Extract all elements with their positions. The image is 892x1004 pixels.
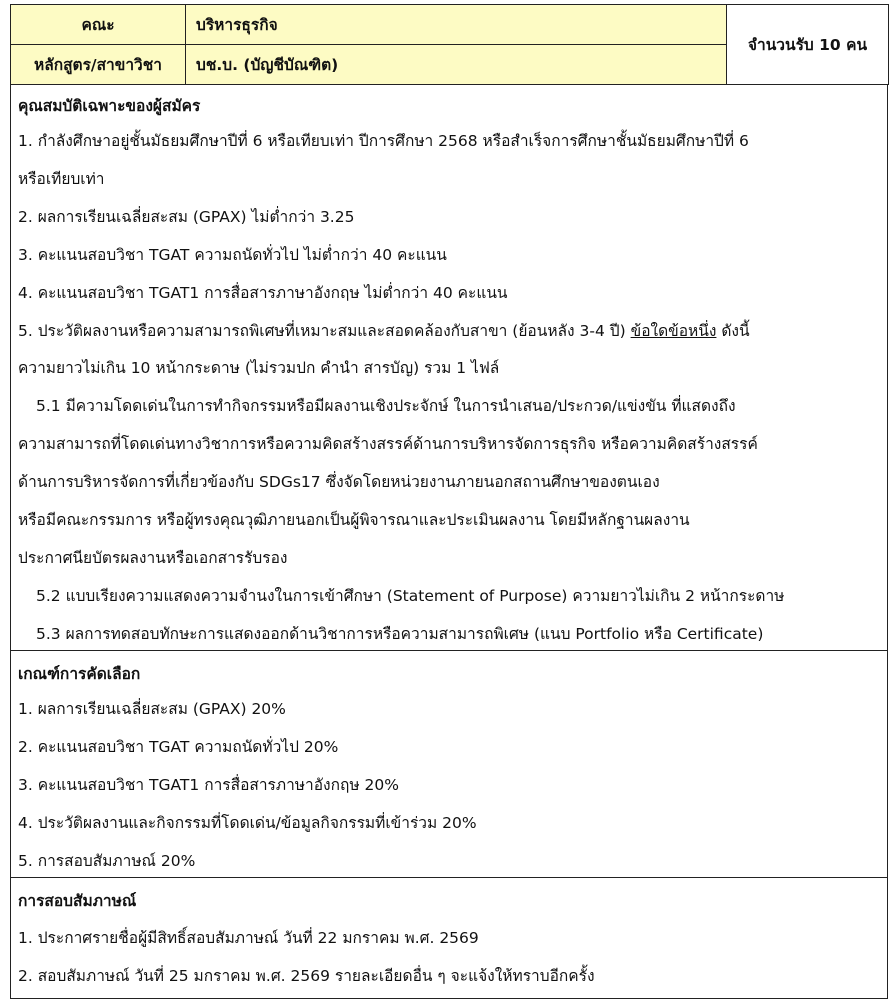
qualification-item-5-emphasis: ข้อใดข้อหนึ่ง [630, 322, 717, 340]
qualification-item-1-line-1: 1. กำลังศึกษาอยู่ชั้นมัธยมศึกษาปีที่ 6 หรือเทียบเท่า ปีการศึกษา 2568 หรือสำเร็จการศึกษาชั้นมัธยมศึกษาปีที่ 6 [18, 132, 749, 150]
criteria-item: 4. ประวัติผลงานและกิจกรรมที่โดดเด่น/ข้อมูลกิจกรรมที่เข้าร่วม 20% [18, 814, 477, 832]
interview-item: 1. ประกาศรายชื่อผู้มีสิทธิ์สอบสัมภาษณ์ วันที่ 22 มกราคม พ.ศ. 2569 [18, 929, 479, 947]
selection-criteria-section [10, 650, 888, 880]
qualifications-title: คุณสมบัติเฉพาะของผู้สมัคร [18, 97, 201, 115]
interview-title: การสอบสัมภาษณ์ [18, 892, 137, 910]
criteria-item: 1. ผลการเรียนเฉลี่ยสะสม (GPAX) 20% [18, 700, 286, 718]
program-label: หลักสูตร/สาขาวิชา [11, 45, 186, 85]
qualification-item-5-suffix: ดังนี้ [716, 322, 750, 340]
qualification-item-2: 2. ผลการเรียนเฉลี่ยสะสม (GPAX) ไม่ต่ำกว่า 3.25 [18, 208, 355, 226]
qualification-item-5-1-line-4: หรือมีคณะกรรมการ หรือผู้ทรงคุณวุฒิภายนอกเป็นผู้พิจารณาและประเมินผลงาน โดยมีหลักฐานผลงาน [18, 511, 690, 529]
criteria-item: 5. การสอบสัมภาษณ์ 20% [18, 852, 196, 870]
qualification-item-4: 4. คะแนนสอบวิชา TGAT1 การสื่อสารภาษาอังกฤษ ไม่ต่ำกว่า 40 คะแนน [18, 284, 508, 302]
qualification-item-5-1-line-5: ประกาศนียบัตรผลงานหรือเอกสารรับรอง [18, 549, 288, 567]
criteria-item: 3. คะแนนสอบวิชา TGAT1 การสื่อสารภาษาอังกฤษ 20% [18, 776, 399, 794]
interview-item: 2. สอบสัมภาษณ์ วันที่ 25 มกราคม พ.ศ. 2569 รายละเอียดอื่น ๆ จะแจ้งให้ทราบอีกครั้ง [18, 967, 595, 985]
qualification-item-5-1-line-2: ความสามารถที่โดดเด่นทางวิชาการหรือความคิดสร้างสรรค์ด้านการบริหารจัดการธุรกิจ หรือความคิดสร้างสรรค์ [18, 435, 758, 453]
qualification-item-5-1-line-3: ด้านการบริหารจัดการที่เกี่ยวข้องกับ SDGs17 ซึ่งจัดโดยหน่วยงานภายนอกสถานศึกษาของตนเอง [18, 473, 660, 491]
faculty-value: บริหารธุรกิจ [186, 5, 727, 45]
qualification-item-5-1-line-1: 5.1 มีความโดดเด่นในการทำกิจกรรมหรือมีผลงานเชิงประจักษ์ ในการนำเสนอ/ประกวด/แข่งขัน ที่แสดงถึง [36, 397, 736, 415]
criteria-item: 2. คะแนนสอบวิชา TGAT ความถนัดทั่วไป 20% [18, 738, 339, 756]
faculty-label: คณะ [11, 5, 186, 45]
capacity-text: จำนวนรับ 10 คน [727, 5, 889, 85]
qualification-item-5-2: 5.2 แบบเรียงความแสดงความจำนงในการเข้าศึกษา (Statement of Purpose) ความยาวไม่เกิน 2 หน้ากระดาษ [36, 587, 785, 605]
qualifications-section [10, 84, 888, 653]
interview-section [10, 877, 888, 999]
qualification-item-5-line-2: ความยาวไม่เกิน 10 หน้ากระดาษ (ไม่รวมปก คำนำ สารบัญ) รวม 1 ไฟล์ [18, 359, 500, 377]
criteria-title: เกณฑ์การคัดเลือก [18, 665, 141, 683]
qualification-item-1-line-2: หรือเทียบเท่า [18, 170, 105, 188]
qualification-item-3: 3. คะแนนสอบวิชา TGAT ความถนัดทั่วไป ไม่ต่ำกว่า 40 คะแนน [18, 246, 447, 264]
program-header-table [10, 4, 889, 85]
qualification-item-5-text: 5. ประวัติผลงานหรือความสามารถพิเศษที่เหมาะสมและสอดคล้องกับสาขา (ย้อนหลัง 3-4 ปี) [18, 322, 631, 340]
program-value: บช.บ. (บัญชีบัณฑิต) [186, 45, 727, 85]
qualification-item-5-line-1 [18, 321, 750, 341]
qualification-item-5-3: 5.3 ผลการทดสอบทักษะการแสดงออกด้านวิชาการหรือความสามารถพิเศษ (แนบ Portfolio หรือ Certificate) [36, 625, 764, 643]
